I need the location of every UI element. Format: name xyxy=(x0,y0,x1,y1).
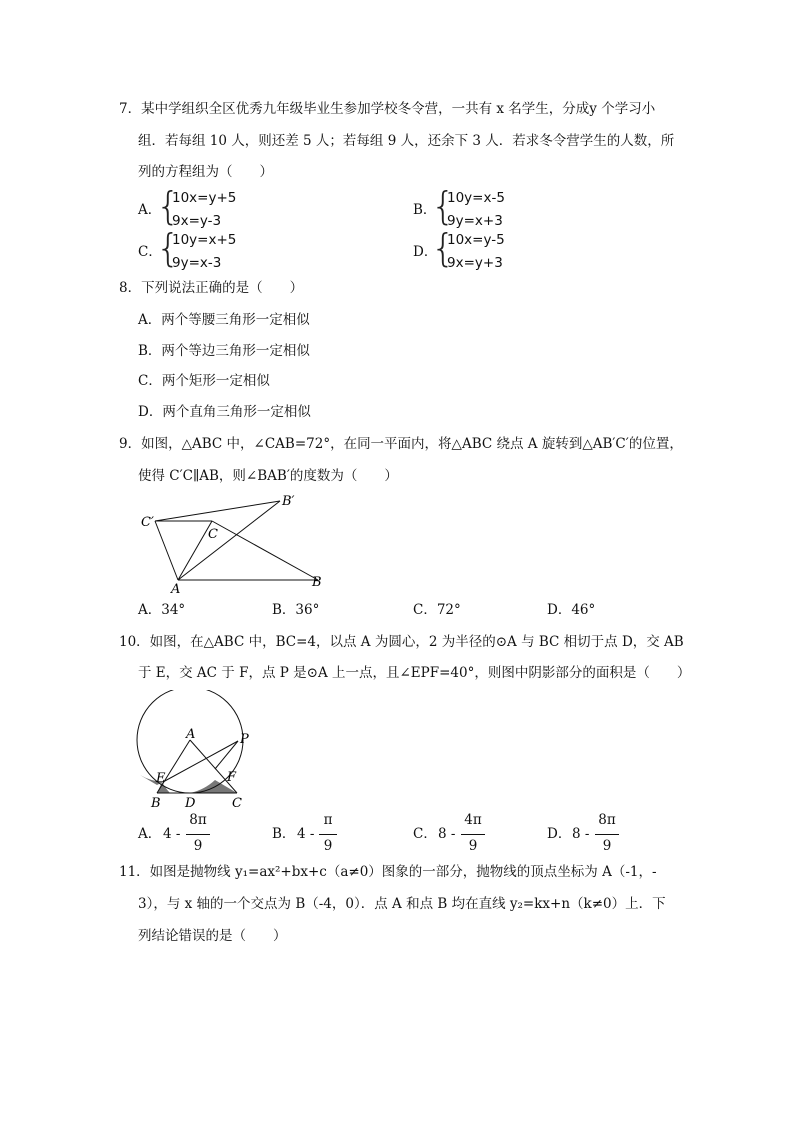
q10-label-f: F xyxy=(227,770,237,785)
fraction-denominator: 9 xyxy=(468,838,478,854)
brace-icon: { xyxy=(431,226,456,270)
q7-stem-line3: 列的方程组为（ ） xyxy=(138,164,273,180)
q11-stem-line3: 列结论错误的是（ ） xyxy=(138,928,287,944)
fraction-numerator: 8π xyxy=(598,812,616,828)
q7-option-d-eq2: 9x=y+3 xyxy=(447,255,503,271)
q10-label-c: C xyxy=(232,796,242,811)
fraction-denominator: 9 xyxy=(323,838,333,854)
brace-icon: { xyxy=(156,226,181,270)
q9-stem-line1: 9．如图，△ABC 中，∠CAB=72°，在同一平面内，将△ABC 绕点 A 旋转到△AB′C′的位置， xyxy=(119,436,683,452)
q9-label-a: A xyxy=(171,582,181,595)
q7-option-c-eq2: 9y=x-3 xyxy=(172,255,222,271)
q10-option-c-label: C． xyxy=(413,826,437,842)
q11-stem-line2: 3），与 x 轴的一个交点为 B（-4，0）．点 A 和点 B 均在直线 y₂=kx+n（k≠0）上．下 xyxy=(138,896,666,912)
segment-ac xyxy=(178,521,212,580)
q8-option-c[interactable]: C．两个矩形一定相似 xyxy=(138,373,270,389)
q10-option-b-fraction xyxy=(319,814,337,854)
fraction-bar xyxy=(319,834,337,835)
segment-fp xyxy=(215,741,238,769)
fraction-numerator: 8π xyxy=(189,812,207,828)
q9-label-c: C xyxy=(208,527,218,542)
brace-icon: { xyxy=(156,184,181,228)
q7-option-a-eq2: 9x=y-3 xyxy=(172,213,222,229)
segment-acp xyxy=(155,521,178,580)
q7-option-a-eq1: 10x=y+5 xyxy=(172,190,237,206)
fraction-bar xyxy=(461,834,485,835)
q9-option-b[interactable]: B．36° xyxy=(272,602,320,618)
q10-label-a: A xyxy=(186,727,196,742)
fraction-bar xyxy=(595,834,619,835)
q10-stem-line2: 于 E，交 AC 于 F，点 P 是⊙A 上一点，且∠EPF=40°，则图中阴影部分的面积是（ ） xyxy=(138,665,691,681)
q7-stem-line1: 7．某中学组织全区优秀九年级毕业生参加学校冬令营，一共有 x 名学生，分成y 个学习小 xyxy=(119,101,656,117)
q7-option-b-eq1: 10y=x-5 xyxy=(447,190,505,206)
q11-stem-line1: 11．如图是抛物线 y₁=ax²+bx+c（a≠0）图象的一部分，抛物线的顶点坐标为 A（-1，- xyxy=(119,864,657,880)
q7-option-c-eq1: 10y=x+5 xyxy=(172,232,237,248)
segment-cpbp xyxy=(155,501,280,521)
fraction-numerator: 4π xyxy=(464,812,482,828)
q10-option-a-lead: 4 - xyxy=(163,826,181,842)
q7-option-d-label: D． xyxy=(413,244,438,260)
q10-label-e: E xyxy=(156,771,166,786)
q10-label-p: P xyxy=(240,732,249,747)
q9-stem-line2: 使得 C′C∥AB，则∠BAB′的度数为（ ） xyxy=(138,468,398,484)
fraction-denominator: 9 xyxy=(193,838,203,854)
fraction-bar xyxy=(186,834,210,835)
q10-label-d: D xyxy=(185,796,196,811)
q8-option-b[interactable]: B．两个等边三角形一定相似 xyxy=(138,343,310,359)
q10-option-a-label: A． xyxy=(138,826,162,842)
q10-option-d-fraction xyxy=(595,814,619,854)
q10-option-d-label: D． xyxy=(547,826,572,842)
segment-abp xyxy=(178,501,280,580)
fraction-denominator: 9 xyxy=(602,838,612,854)
q10-option-d-lead: 8 - xyxy=(572,826,590,842)
segment-cb xyxy=(212,521,318,580)
q9-label-b: B xyxy=(312,575,322,590)
q8-stem: 8．下列说法正确的是（ ） xyxy=(119,280,304,296)
q7-option-c-label: C． xyxy=(138,244,162,260)
brace-icon: { xyxy=(431,184,456,228)
q10-option-b-label: B． xyxy=(272,826,296,842)
q9-label-bp: B′ xyxy=(282,494,295,509)
q7-stem-line2: 组．若每组 10 人，则还差 5 人；若每组 9 人，还余下 3 人．若求冬令营学生的人数，所 xyxy=(138,133,675,149)
q10-figure xyxy=(130,690,265,815)
q10-stem-line1: 10．如图，在△ABC 中，BC=4，以点 A 为圆心，2 为半径的⊙A 与 BC 相切于点 D，交 AB xyxy=(119,634,684,650)
q8-option-a[interactable]: A．两个等腰三角形一定相似 xyxy=(138,312,310,328)
q9-label-cp: C′ xyxy=(141,515,154,530)
q10-option-c-lead: 8 - xyxy=(438,826,456,842)
q9-option-c[interactable]: C．72° xyxy=(413,602,461,618)
q9-option-d[interactable]: D．46° xyxy=(547,602,596,618)
fraction-numerator: π xyxy=(323,812,333,828)
q10-option-c-fraction xyxy=(461,814,485,854)
q9-figure xyxy=(130,490,340,595)
q10-option-a-fraction xyxy=(186,814,210,854)
q7-option-a-label: A． xyxy=(138,202,162,218)
q10-label-b: B xyxy=(151,796,161,811)
q7-option-b-eq2: 9y=x+3 xyxy=(447,213,503,229)
q10-option-b-lead: 4 - xyxy=(297,826,315,842)
q7-option-b-label: B． xyxy=(413,202,437,218)
q9-option-a[interactable]: A．34° xyxy=(138,602,186,618)
q7-option-d-eq1: 10x=y-5 xyxy=(447,232,505,248)
q8-option-d[interactable]: D．两个直角三角形一定相似 xyxy=(138,404,311,420)
